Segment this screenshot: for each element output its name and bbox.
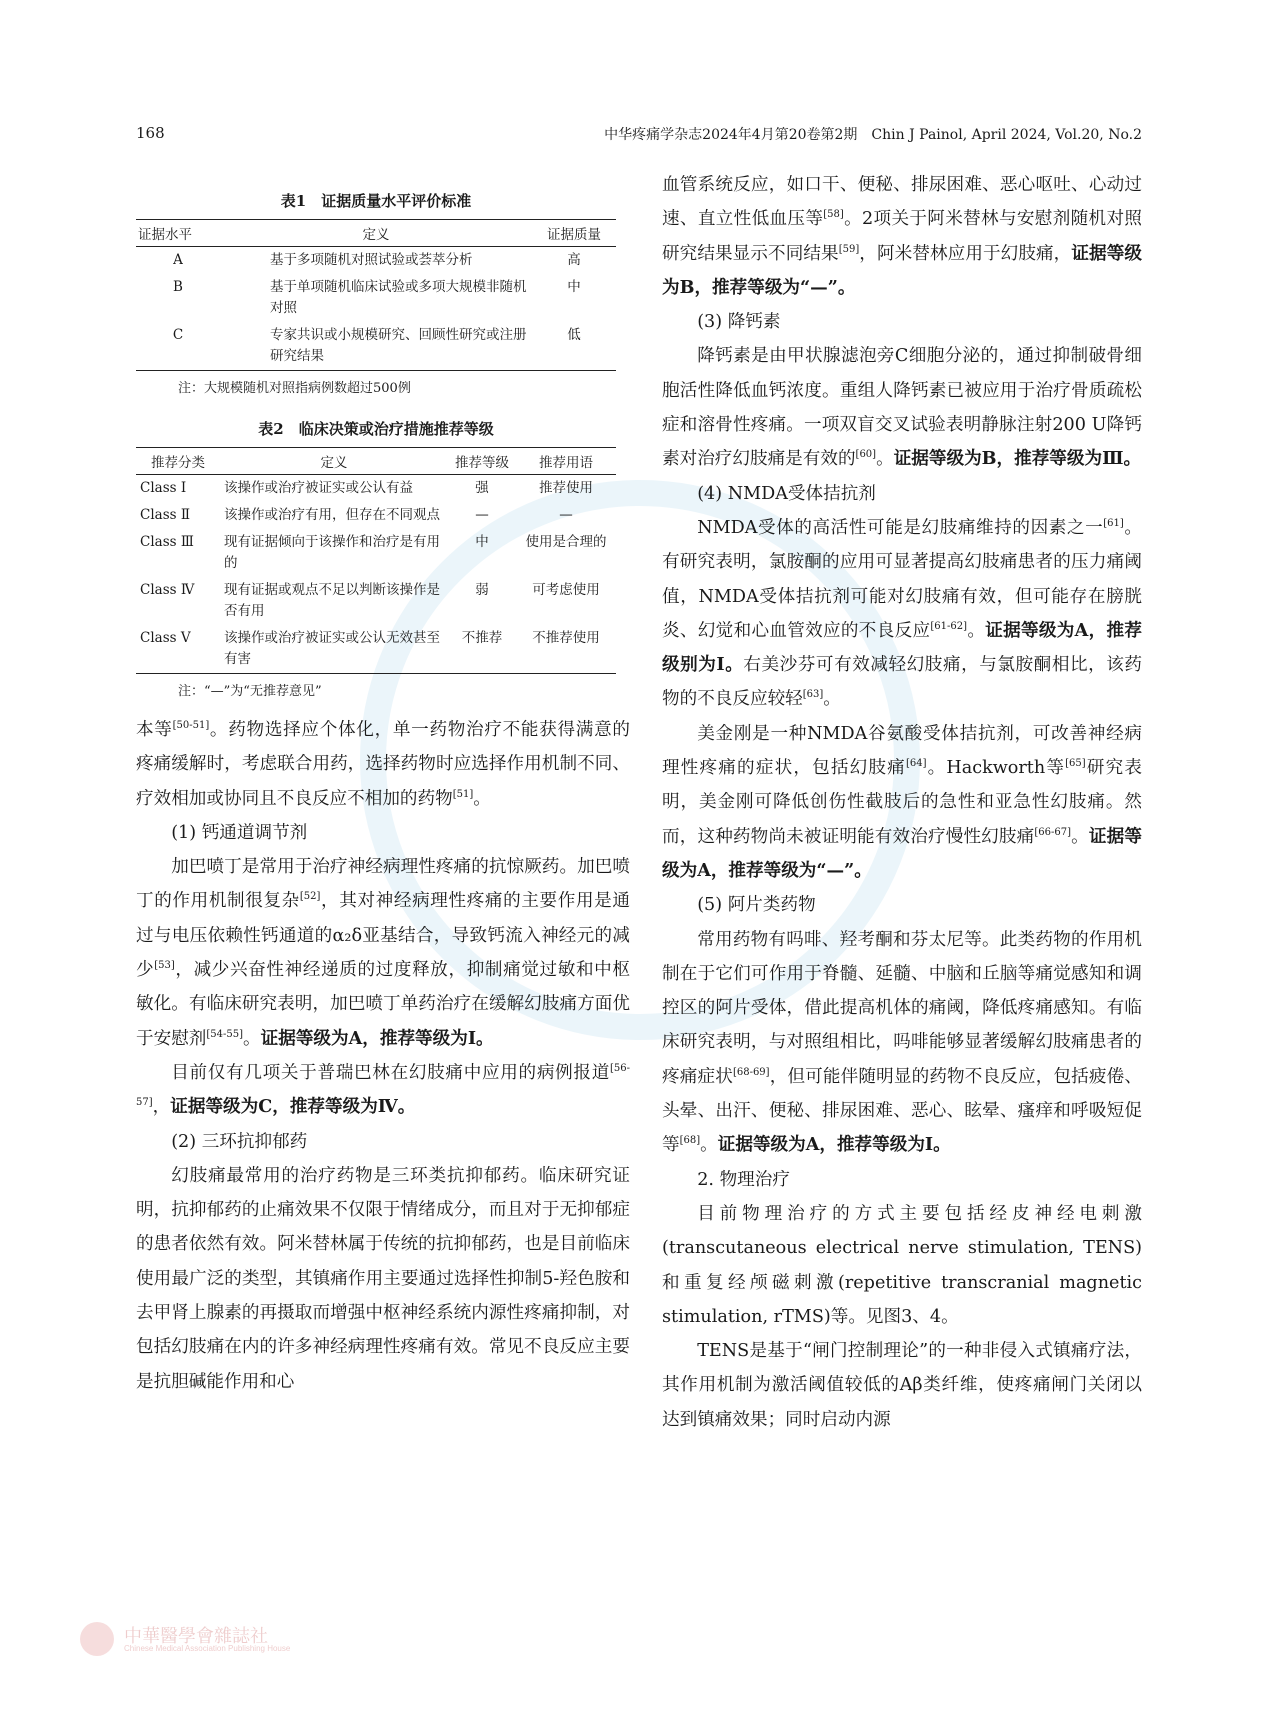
table-cell: B <box>173 279 183 295</box>
table-1 <box>136 190 616 396</box>
table-2-title: 表2 临床决策或治疗措施推荐等级 <box>258 420 494 438</box>
citation-ref[interactable]: [63] <box>802 689 824 701</box>
table-cell: 专家共识或小规模研究、回顾性研究或注册研究结果 <box>270 327 527 364</box>
citation-ref[interactable]: [66-67] <box>1034 826 1072 838</box>
evidence-grade: 证据等级为A，推荐等级为Ⅰ。 <box>260 1027 494 1049</box>
table-cell: 强 <box>475 480 489 496</box>
table-header-row <box>136 220 616 247</box>
table-cell: Class Ⅴ <box>140 630 191 646</box>
table-1-title: 表1 证据质量水平评价标准 <box>280 192 472 210</box>
table-cell: — <box>475 507 489 523</box>
table-cell: 中 <box>475 534 489 550</box>
evidence-grade: 证据等级为C，推荐等级为Ⅳ。 <box>170 1096 416 1118</box>
table-cell: 该操作或治疗被证实或公认有益 <box>224 480 413 496</box>
page-number: 168 <box>136 124 165 142</box>
body-paragraph <box>662 511 1142 717</box>
section-heading: (3) 降钙素 <box>697 312 781 333</box>
table-cell: 低 <box>567 327 581 343</box>
text-run: 目前仅有几项关于普瑞巴林在幻肢痛中应用的病例报道 <box>171 1062 610 1083</box>
table-row <box>136 529 616 577</box>
text-run: NMDA受体的高活性可能是幻肢痛维持的因素之一 <box>697 517 1104 538</box>
table-2 <box>136 418 616 699</box>
text-run: 。有研究表明，氯胺酮的应用可显著提高幻肢痛患者的压力痛阈值，NMDA受体拮抗剂可能对幻肢痛有效，但可能存在膀胱炎、幻觉和心血管效应的不良反应 <box>662 517 1142 641</box>
table-header: 推荐用语 <box>539 455 593 471</box>
table-cell: 可考虑使用 <box>532 582 600 598</box>
body-paragraph: TENS是基于“闸门控制理论”的一种非侵入式镇痛疗法，其作用机制为激活阈值较低的Aβ类纤维，使疼痛闸门关闭以达到镇痛效果；同时启动内源 <box>662 1341 1142 1430</box>
table-row <box>136 625 616 674</box>
body-paragraph: 目前物理治疗的方式主要包括经皮神经电刺激(transcutaneous electrical nerve stimulation, TENS)和重复经颅磁刺激(repetitive transcranial magnetic stimulation, rTMS)等。见图3、4。 <box>662 1203 1142 1327</box>
evidence-grade: 证据等级为A，推荐等级为“—”。 <box>662 825 1142 881</box>
body-paragraph <box>662 717 1142 888</box>
table-cell: 不推荐 <box>461 630 503 646</box>
publisher-name: 中華醫學會雜誌社 <box>124 1626 268 1647</box>
text-run: 。 <box>700 1135 718 1156</box>
citation-ref[interactable]: [60] <box>855 449 877 461</box>
table-1-note: 注：大规模随机对照指病例数超过500例 <box>178 381 411 396</box>
text-run: 。 <box>473 788 491 809</box>
table-cell: 该操作或治疗被证实或公认无效甚至有害 <box>224 630 440 667</box>
table-row <box>136 577 616 625</box>
citation-ref[interactable]: [68-69] <box>732 1066 770 1078</box>
table-cell: 基于多项随机对照试验或荟萃分析 <box>270 252 473 268</box>
citation-ref[interactable]: [58] <box>823 209 844 221</box>
body-paragraph <box>136 713 630 816</box>
section-heading: (2) 三环抗抑郁药 <box>171 1131 308 1152</box>
text-run: ， <box>152 1097 171 1118</box>
table-header-row <box>136 448 616 475</box>
table-cell: 基于单项随机临床试验或多项大规模非随机对照 <box>270 279 527 316</box>
evidence-grade: 证据等级为A，推荐级别为Ⅰ。 <box>662 619 1142 676</box>
body-paragraph <box>136 1056 630 1125</box>
citation-ref[interactable]: [59] <box>838 243 860 255</box>
text-run: ，阿米替林应用于幻肢痛， <box>859 243 1072 264</box>
citation-ref[interactable]: [61] <box>1103 518 1124 530</box>
table-cell: — <box>559 507 573 523</box>
publisher-name-en: Chinese Medical Association Publishing House <box>124 1644 291 1653</box>
body-paragraph <box>662 168 1142 305</box>
table-row <box>136 502 616 529</box>
table-cell: Class Ⅱ <box>140 507 191 523</box>
text-run: 。 <box>243 1028 261 1049</box>
citation-ref[interactable]: [61-62] <box>930 621 968 632</box>
table-cell: 现有证据倾向于该操作和治疗是有用的 <box>224 534 440 571</box>
citation-ref[interactable]: [53] <box>154 960 175 972</box>
citation-ref[interactable]: [54-55] <box>206 1028 244 1040</box>
publisher-logo <box>80 1620 500 1660</box>
text-run: 美金刚是一种NMDA谷氨酸受体拮抗剂，可改善神经病理性疼痛的症状，包括幻肢痛 <box>662 723 1142 779</box>
table-row <box>136 274 616 322</box>
citation-ref[interactable]: [65] <box>1065 758 1086 770</box>
table-cell: Class Ⅰ <box>140 480 187 496</box>
table-cell: 使用是合理的 <box>525 534 607 550</box>
table-cell: 高 <box>567 252 581 268</box>
text-run: 。 <box>967 620 986 641</box>
citation-ref[interactable]: [50-51] <box>172 720 210 732</box>
text-run: 。 <box>823 689 841 710</box>
body-paragraph <box>662 339 1142 476</box>
text-run: 。 <box>1071 826 1089 847</box>
text-run: 本等 <box>136 720 173 740</box>
body-paragraph <box>136 850 630 1056</box>
table-cell: 该操作或治疗有用，但存在不同观点 <box>224 507 440 523</box>
citation-ref[interactable]: [56-57] <box>136 1063 630 1109</box>
table-header: 推荐分类 <box>151 455 205 471</box>
table-1-grid <box>136 219 616 371</box>
table-cell: A <box>173 252 183 268</box>
flower-emblem-icon <box>80 1622 114 1656</box>
citation-ref[interactable]: [52] <box>299 891 321 903</box>
table-2-grid <box>136 447 616 674</box>
table-cell: 现有证据或观点不足以判断该操作是否有用 <box>224 582 440 619</box>
citation-ref[interactable]: [68] <box>679 1135 701 1147</box>
table-cell: Class Ⅳ <box>140 582 195 598</box>
text-run: ，但可能伴随明显的药物不良反应，包括疲倦、头晕、出汗、便秘、排尿困难、恶心、眩晕、瘙痒和呼吸短促等 <box>662 1066 1142 1156</box>
text-run: 血管系统反应，如口干、便秘、排尿困难、恶心呕吐、心动过速、直立性低血压等 <box>662 175 1142 230</box>
table-2-note: 注：“—”为“无推荐意见” <box>178 684 322 699</box>
text-run: ，减少兴奋性神经递质的过度释放，抑制痛觉过敏和中枢敏化。有临床研究表明，加巴喷丁单药治疗在缓解幻肢痛方面优于安慰剂 <box>136 960 630 1049</box>
section-heading: (4) NMDA受体拮抗剂 <box>697 483 876 504</box>
table-row <box>136 247 616 275</box>
right-column <box>662 168 1142 1437</box>
evidence-grade: 证据等级为B，推荐等级为Ⅲ。 <box>893 448 1142 470</box>
table-header: 定义 <box>320 455 348 471</box>
table-cell: 推荐使用 <box>539 480 593 496</box>
text-run: 常用药物有吗啡、羟考酮和芬太尼等。此类药物的作用机制在于它们可作用于脊髓、延髓、中脑和丘脑等痛觉感知和调控区的阿片受体，借此提高机体的痛阈，降低疼痛感知。有临床研究表明，与对照组相比，吗啡能够显著缓解幻肢痛患者的疼痛症状 <box>662 929 1142 1087</box>
text-run: 右美沙芬可有效减轻幻肢痛，与氯胺酮相比，该药物的不良反应较轻 <box>662 655 1142 710</box>
text-run: 降钙素是由甲状腺滤泡旁C细胞分泌的，通过抑制破骨细胞活性降低血钙浓度。重组人降钙素已被应用于治疗骨质疏松症和溶骨性疼痛。一项双盲交叉试验表明静脉注射200 U降钙素对治疗幻肢痛是有效的 <box>662 346 1142 470</box>
table-header: 证据水平 <box>138 227 192 243</box>
table-cell: 弱 <box>475 582 489 598</box>
table-header: 定义 <box>362 227 390 243</box>
table-cell: 不推荐使用 <box>532 630 600 646</box>
text-run: ，其对神经病理性疼痛的主要作用是通过与电压依赖性钙通道的α₂δ亚基结合，导致钙流入神经元的减少 <box>136 891 630 981</box>
text-run: 加巴喷丁是常用于治疗神经病理性疼痛的抗惊厥药。加巴喷丁的作用机制很复杂 <box>136 857 630 912</box>
table-cell: Class Ⅲ <box>140 534 194 550</box>
text-run: 。 <box>876 449 894 470</box>
section-heading: (1) 钙通道调节剂 <box>171 822 308 843</box>
text-run: 研究表明，美金刚可降低创伤性截肢后的急性和亚急性幻肢痛。然而，这种药物尚未被证明能有效治疗慢性幻肢痛 <box>662 758 1142 847</box>
table-header: 证据质量 <box>547 227 601 243</box>
citation-ref[interactable]: [51] <box>452 788 474 800</box>
citation-ref[interactable]: [64] <box>905 758 927 770</box>
section-heading: (5) 阿片类药物 <box>697 895 816 916</box>
section-heading: 2. 物理治疗 <box>697 1169 790 1190</box>
evidence-grade: 证据等级为B，推荐等级为“—”。 <box>662 242 1142 298</box>
table-header: 推荐等级 <box>455 455 509 471</box>
journal-citation: 中华疼痛学杂志2024年4月第20卷第2期 Chin J Painol, April 2024, Vol.20, No.2 <box>604 127 1142 143</box>
table-cell: 中 <box>567 279 581 295</box>
evidence-grade: 证据等级为A，推荐等级为Ⅰ。 <box>717 1134 951 1156</box>
table-row <box>136 322 616 371</box>
left-column <box>136 168 630 1399</box>
body-paragraph: 幻肢痛最常用的治疗药物是三环类抗抑郁药。临床研究证明，抗抑郁药的止痛效果不仅限于情绪成分，而且对于无抑郁症的患者依然有效。阿米替林属于传统的抗抑郁药，也是目前临床使用最广泛的类型，其镇痛作用主要通过选择性抑制5-羟色胺和去甲肾上腺素的再摄取而增强中枢神经系统内源性疼痛抑制，对包括幻肢痛在内的许多神经病理性疼痛有效。常见不良反应主要是抗胆碱能作用和心 <box>136 1165 630 1392</box>
text-run: 。Hackworth等 <box>926 758 1066 779</box>
page-header <box>136 124 1142 148</box>
text-run: 。2项关于阿米替林与安慰剂随机对照研究结果显示不同结果 <box>662 209 1142 264</box>
body-paragraph <box>662 923 1142 1163</box>
table-cell: C <box>172 327 184 343</box>
text-run: 。药物选择应个体化，单一药物治疗不能获得满意的疼痛缓解时，考虑联合用药，选择药物时应选择作用机制不同、疗效相加或协同且不良反应不相加的药物 <box>136 720 630 809</box>
table-row <box>136 475 616 503</box>
